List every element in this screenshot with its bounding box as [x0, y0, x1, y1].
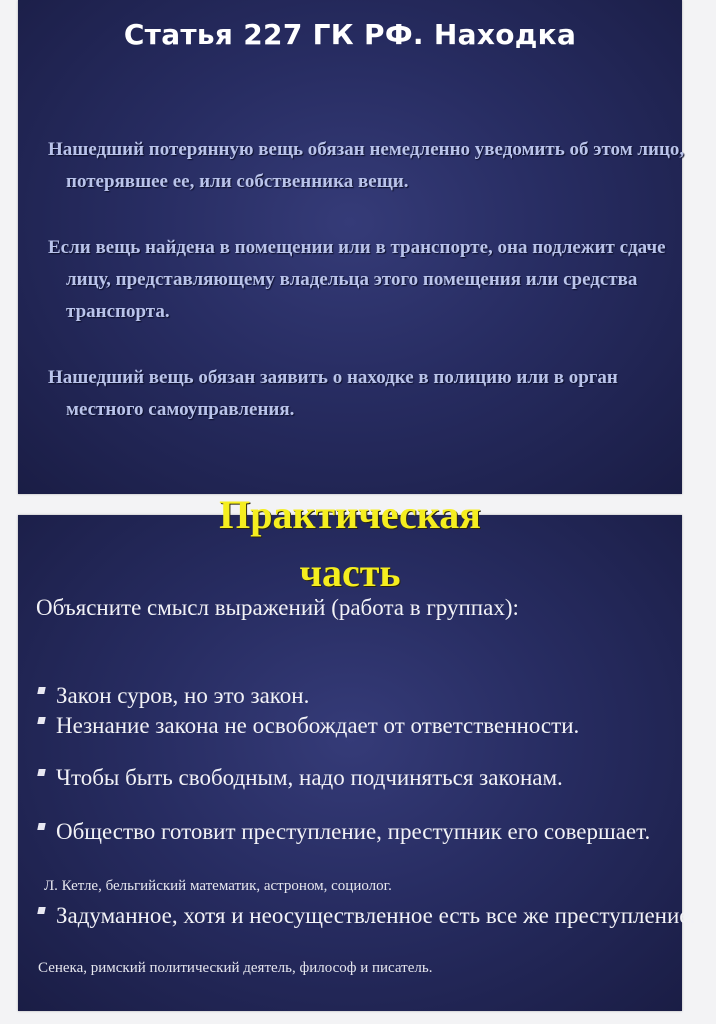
slide-1-title: Статья 227 ГК РФ. Находка	[123, 18, 577, 51]
quote-2-text: Незнание закона не освобождает от ответственности.	[56, 713, 580, 738]
quote-5-text: Задуманное, хотя и неосуществленное есть все же преступление.	[56, 903, 696, 928]
bullet-icon	[37, 769, 45, 776]
quote-4-text: Общество готовит преступление, преступник его совершает.	[56, 819, 651, 844]
bullet-icon	[37, 687, 45, 694]
slide-1-paragraph-2: Если вещь найдена в помещении или в транспорте, она подлежит сдаче лицу, представляющему владельца этого помещения или средства транспорта.	[48, 237, 666, 322]
slide-1	[18, 0, 685, 494]
slide-1-paragraph-3: Нашедший вещь обязан заявить о находке в полицию или в орган местного самоуправления.	[48, 367, 618, 420]
quote-5	[38, 903, 716, 928]
quote-4-author: Л. Кетле, бельгийский математик, астроном, социолог.	[44, 878, 392, 894]
quote-4	[38, 819, 716, 844]
slide-1-paragraph-1: Нашедший потерянную вещь обязан немедленно уведомить об этом лицо, потерявшее ее, или собственника вещи.	[48, 139, 685, 192]
bullet-icon	[37, 717, 45, 724]
bullet-icon	[37, 823, 45, 830]
slide-2-title-line-1: Практическая	[219, 492, 481, 537]
slide-2	[18, 492, 696, 1011]
slide-2-intro: Объясните смысл выражений (работа в группах):	[36, 595, 519, 620]
quote-3	[38, 765, 716, 790]
quote-2	[38, 713, 716, 738]
quote-5-author: Сенека, римский политический деятель, философ и писатель.	[38, 960, 433, 976]
quote-3-text: Чтобы быть свободным, надо подчиняться законам.	[56, 765, 563, 790]
quote-1-text: Закон суров, но это закон.	[56, 683, 310, 708]
quote-1	[38, 683, 716, 708]
bullet-icon	[37, 907, 45, 914]
slide-2-title-line-2: часть	[299, 550, 401, 595]
